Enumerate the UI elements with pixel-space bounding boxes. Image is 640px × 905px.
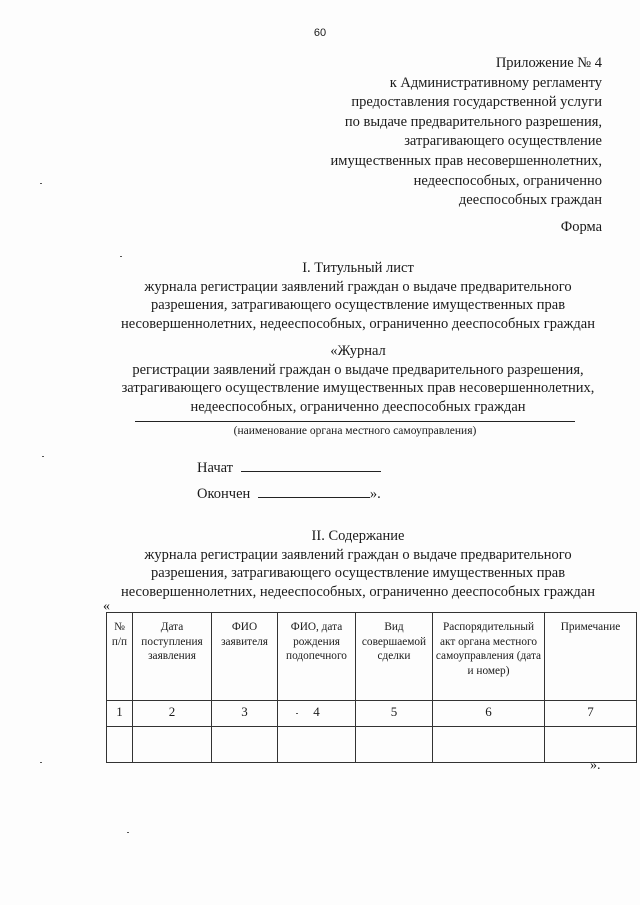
table-cell [212, 727, 278, 763]
header-date-received: Дата поступления заявления [133, 613, 212, 701]
ended-field [197, 485, 381, 503]
scan-speck [127, 832, 129, 833]
header-administrative-act: Распорядительный акт органа местного самоуправления (дата и номер) [433, 613, 545, 701]
quote-close: ». [590, 758, 601, 773]
started-field [197, 459, 381, 477]
table-cell [107, 727, 133, 763]
header-number: № п/п [107, 613, 133, 701]
section-line: несовершеннолетних, недееспособных, ограниченно дееспособных граждан [121, 583, 595, 600]
appendix-line: недееспособных, ограниченно [413, 172, 602, 189]
ended-suffix: ». [369, 486, 381, 502]
appendix-line: предоставления государственной услуги [351, 94, 602, 111]
table-cell [356, 727, 433, 763]
authority-caption: (наименование органа местного самоуправления) [233, 425, 477, 437]
journal-title-line: затрагивающего осуществление имущественных прав несовершеннолетних, [121, 380, 595, 397]
table-header-row [107, 613, 637, 701]
journal-title-line: недееспособных, ограниченно дееспособных граждан [190, 398, 526, 415]
table-cell [133, 727, 212, 763]
header-note: Примечание [545, 613, 637, 701]
table-cell [433, 727, 545, 763]
table-row [107, 727, 637, 763]
header-ward-name: ФИО, дата рождения подопечного [278, 613, 356, 701]
section-line: несовершеннолетних, недееспособных, ограниченно дееспособных граждан [121, 315, 595, 332]
section-line: журнала регистрации заявлений граждан о выдаче предварительного [144, 546, 572, 563]
scan-speck [296, 713, 298, 714]
section-line: разрешения, затрагивающего осуществление имущественных прав [150, 565, 566, 582]
table-row [107, 701, 637, 727]
scan-speck [42, 456, 44, 457]
appendix-line: имущественных прав несовершеннолетних, [330, 152, 602, 169]
page-number: 60 [313, 27, 327, 39]
appendix-line: к Административному регламенту [389, 74, 602, 91]
form-label: Форма [560, 219, 602, 235]
scan-speck [40, 762, 42, 763]
started-label: Начат [197, 460, 234, 476]
column-number: 7 [545, 701, 637, 727]
header-transaction-type: Вид совершаемой сделки [356, 613, 433, 701]
header-applicant-name: ФИО заявителя [212, 613, 278, 701]
column-number: 3 [212, 701, 278, 727]
appendix-line: по выдаче предварительного разрешения, [344, 113, 602, 130]
column-number: 6 [433, 701, 545, 727]
column-number: 2 [133, 701, 212, 727]
section-heading: I. Титульный лист [302, 260, 414, 276]
contents-section [0, 527, 640, 601]
authority-name-line [135, 421, 575, 422]
column-number: 4 [278, 701, 356, 727]
journal-title-line: «Журнал [330, 343, 386, 359]
journal-title [0, 342, 640, 416]
section-line: разрешения, затрагивающего осуществление имущественных прав [150, 297, 566, 314]
appendix-header [331, 54, 602, 211]
table-cell [278, 727, 356, 763]
quote-open: « [103, 599, 110, 614]
ended-label: Окончен [197, 486, 251, 502]
journal-title-line: регистрации заявлений граждан о выдаче предварительного разрешения, [132, 361, 584, 378]
appendix-line: затрагивающего осуществление [404, 133, 602, 150]
started-blank [241, 459, 381, 472]
scan-speck [120, 256, 122, 257]
section-heading: II. Содержание [311, 528, 405, 544]
column-number: 1 [107, 701, 133, 727]
appendix-line: Приложение № 4 [495, 55, 602, 71]
column-number: 5 [356, 701, 433, 727]
ended-blank [258, 485, 370, 498]
section-line: журнала регистрации заявлений граждан о выдаче предварительного [144, 278, 572, 295]
journal-table [106, 612, 637, 763]
appendix-line: дееспособных граждан [458, 192, 602, 209]
title-page-section [0, 259, 640, 333]
scan-speck [40, 183, 42, 184]
